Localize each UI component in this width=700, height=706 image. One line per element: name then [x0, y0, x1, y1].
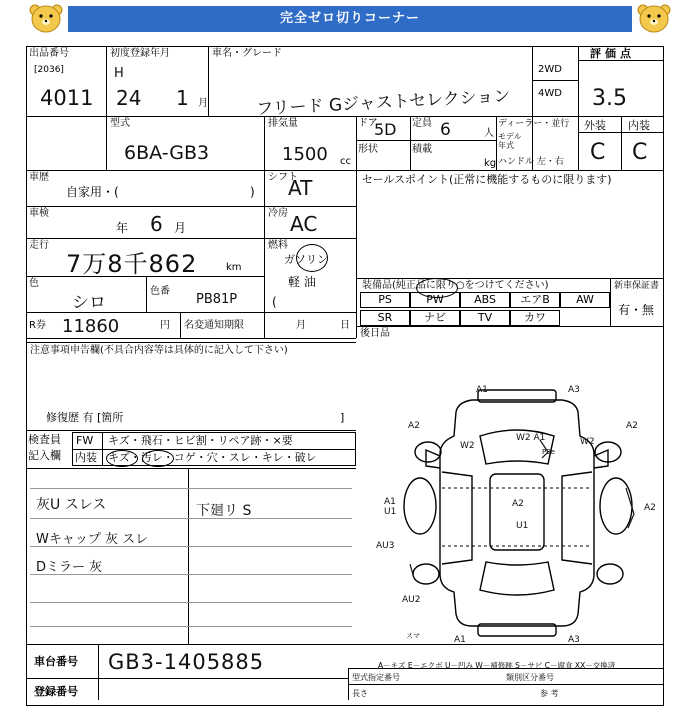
mark-8: A1	[384, 497, 396, 507]
aircon-label: 冷房	[268, 208, 288, 219]
cc-unit: cc	[340, 156, 351, 167]
note-rule	[30, 574, 352, 575]
carname-label: 車名・グレード	[212, 48, 282, 59]
shape-label: 形状	[358, 144, 378, 155]
note-3: Dミラー 灰	[36, 560, 103, 575]
displacement-label: 排気量	[268, 118, 298, 129]
ext-label: 外装	[584, 119, 606, 132]
equip-item-1-1: PW	[410, 292, 460, 308]
int-grade: C	[632, 140, 648, 165]
month-unit: 月	[198, 98, 208, 109]
model-label: 型式	[110, 118, 130, 129]
yen-unit: 円	[160, 320, 170, 331]
recycle-label: R券	[29, 320, 46, 331]
handle-label: ハンドル 左・右	[498, 157, 564, 167]
equip-item-1-0: PS	[360, 292, 410, 308]
mark-6: A2	[626, 421, 638, 431]
mark-16: A1	[454, 635, 466, 644]
mark-0: A1	[476, 385, 488, 395]
warranty-label: 新車保証書	[614, 281, 660, 291]
length-label: 長さ	[352, 689, 368, 698]
recycle-value: 11860	[62, 316, 120, 337]
rear-items-label: 後日品	[360, 328, 390, 339]
reference-label: 参 考	[540, 689, 559, 698]
inspector-label: 検査員	[28, 433, 61, 446]
mark-11: U1	[516, 521, 529, 531]
inspect-month: 6	[150, 212, 163, 236]
mileage: 7万8千862	[66, 250, 198, 278]
mark-14: AU2	[402, 595, 421, 605]
equip-item-1-4: AW	[560, 292, 610, 308]
lot-number: 4011	[40, 86, 94, 110]
mileage-label: 走行	[29, 240, 49, 251]
drive-4wd: 4WD	[538, 88, 562, 99]
aircon-value: AC	[290, 212, 318, 236]
use-label: 車歴	[29, 172, 49, 183]
color-label: 色	[29, 278, 39, 289]
mark-9: U1	[384, 507, 397, 517]
lot-sub: [2036]	[34, 65, 64, 75]
fw-items: キズ・飛石・ヒビ割・リペア跡・×要	[108, 434, 293, 447]
colorcode-value: PB81P	[196, 292, 238, 307]
registration-label: 登録番号	[34, 685, 78, 698]
carname: フリード Gジャストセレクション	[255, 86, 511, 120]
repair-history: 修復歴 有 [箇所	[46, 411, 124, 424]
reg-year: 24	[116, 86, 142, 110]
car-damage-diagram	[372, 378, 664, 644]
inspector-label2: 記入欄	[28, 449, 61, 462]
use-close: )	[250, 185, 255, 199]
fuel-gasoline: ガソリン	[284, 253, 328, 266]
class-label: 類別区分番号	[506, 673, 554, 682]
transfer-day: 日	[340, 320, 350, 331]
fuel-label: 燃料	[268, 240, 288, 251]
lot-label: 出品番号	[29, 48, 69, 59]
displacement: 1500	[282, 144, 328, 165]
first-reg-label: 初度登録年月	[110, 48, 170, 59]
mark-5: W2	[580, 437, 595, 447]
note-rule	[30, 488, 352, 489]
inspect-month-unit: 月	[174, 221, 187, 235]
color-value: シロ	[72, 293, 106, 313]
notes-label: 注意事項申告欄(不具合内容等は具体的に記入して下さい)	[30, 345, 288, 356]
mark-17: A3	[568, 635, 580, 644]
sales-point-label: セールスポイント(正常に機能するものに限ります)	[362, 173, 612, 186]
equip-item-1-3: エアB	[510, 292, 560, 308]
chassis-number: GB3-1405885	[108, 650, 265, 674]
bear-mascot-icon	[26, 2, 66, 36]
mark-3: W2	[460, 441, 475, 451]
equip-item-2-0: SR	[360, 310, 410, 326]
mark-2: A2	[408, 421, 420, 431]
note-rule	[30, 602, 352, 603]
int-items: キズ・汚レ・コゲ・穴・スレ・キレ・破レ	[108, 451, 317, 464]
note-4: 下廻リ S	[196, 503, 252, 519]
fuel-circle	[296, 244, 328, 272]
loading-label: 積載	[412, 144, 432, 155]
int-circle-dirt	[142, 450, 174, 467]
dealer-label: ディーラー・並行	[498, 119, 570, 129]
fuel-diesel: 軽 油	[288, 275, 316, 289]
bear-mascot-icon	[634, 2, 674, 36]
transfer-label: 名変通知期限	[184, 320, 244, 331]
reg-month: 1	[176, 86, 189, 110]
note-rule	[30, 626, 352, 627]
mark-12: A2	[644, 503, 656, 513]
int-label: 内装	[628, 119, 650, 132]
use-value: 自家用・(	[66, 185, 119, 199]
mark-15: スマ	[406, 632, 420, 640]
type-designation-label: 型式指定番号	[352, 673, 400, 682]
colorcode-label: 色番	[150, 286, 170, 297]
door-label: ドア	[358, 118, 378, 129]
mark-1: A3	[568, 385, 580, 395]
shift-value: AT	[288, 176, 313, 200]
repair-close: ]	[340, 411, 345, 424]
fw-label: FW	[76, 434, 94, 447]
score: 3.5	[592, 86, 627, 111]
note-rule	[30, 518, 352, 519]
shift-label: シフト	[268, 172, 298, 183]
inspect-label: 車検	[29, 208, 49, 219]
equip-item-2-2: TV	[460, 310, 510, 326]
km-unit: km	[226, 262, 242, 273]
warranty-value: 有・無	[618, 303, 655, 317]
person-unit: 人	[484, 128, 494, 139]
equip-item-2-3: カワ	[510, 310, 560, 326]
equip-item-1-2: ABS	[460, 292, 510, 308]
door-value: 5D	[374, 120, 397, 139]
mark-7: P3e	[542, 448, 555, 456]
transfer-month: 月	[296, 320, 306, 331]
equipment-label: 装備品(純正品に限り○をつけてください)	[362, 280, 549, 291]
diagram-legend: A－キズ E－エクボ U－凹み W－補修跡 S－サビ C－腐食 XX－交換済	[378, 661, 616, 670]
mark-10: A2	[512, 499, 524, 509]
inspect-year: 年	[116, 221, 129, 235]
model-code: 6BA-GB3	[124, 142, 210, 164]
mark-13: AU3	[376, 541, 395, 551]
drive-2wd: 2WD	[538, 64, 562, 75]
era: H	[114, 66, 124, 81]
banner	[0, 0, 700, 40]
note-2: Wキャップ 灰 スレ	[36, 532, 149, 547]
model-year-label: モデル年式	[498, 132, 522, 150]
kg-unit: kg	[484, 158, 497, 169]
int-circle-scratch	[106, 450, 138, 467]
banner-title: 完全ゼロ切りコーナー	[68, 6, 632, 32]
ext-grade: C	[590, 140, 606, 165]
score-label: 評価点	[590, 47, 635, 60]
note-rule	[30, 546, 352, 547]
capacity-label: 定員	[412, 118, 432, 129]
int-label: 内装	[75, 451, 97, 464]
equip-item-2-1: ナビ	[410, 310, 460, 326]
fuel-other: (	[272, 295, 277, 309]
mark-4: W2 A1	[516, 433, 546, 443]
note-1: 灰U スレス	[36, 497, 107, 513]
chassis-label: 車台番号	[34, 655, 78, 668]
capacity-value: 6	[440, 120, 451, 140]
